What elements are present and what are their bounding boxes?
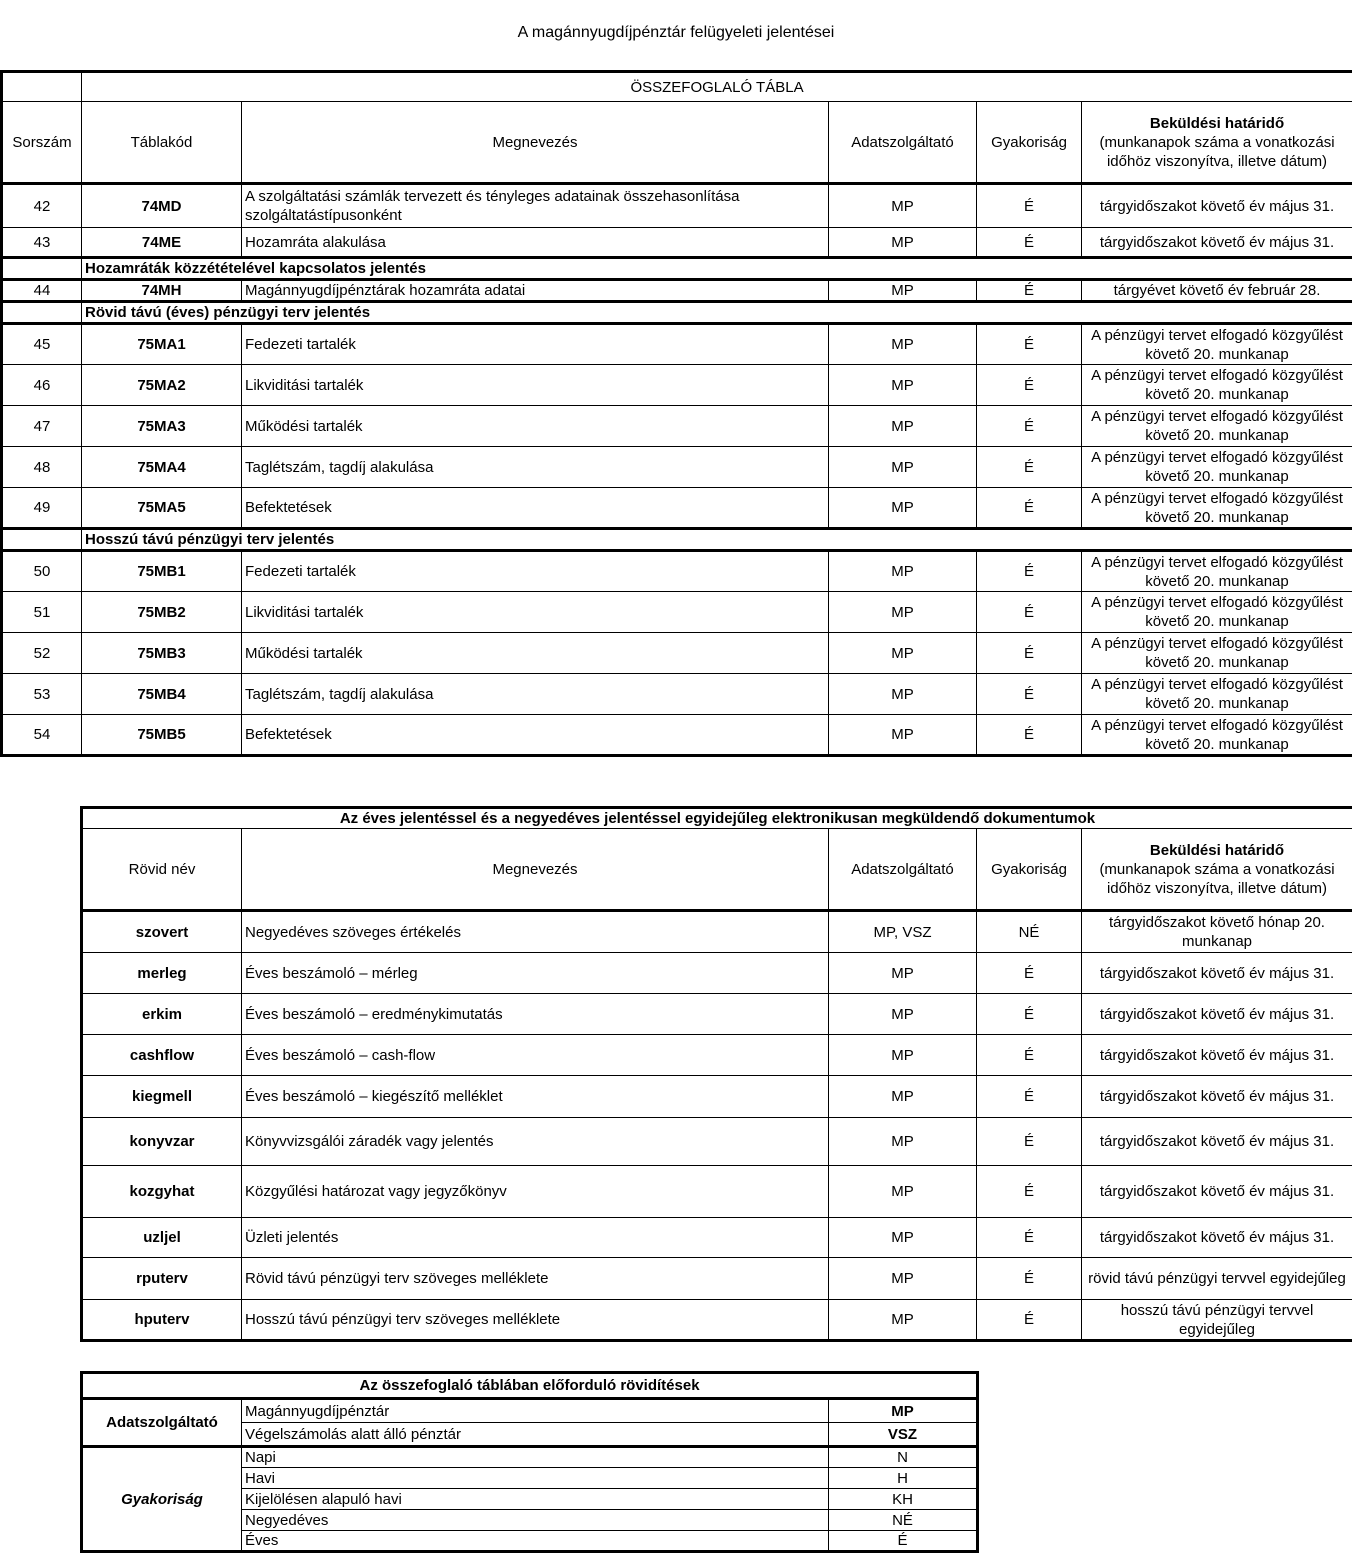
short-name: rputerv [82, 1258, 242, 1300]
section-title: Hozamráták közzétételével kapcsolatos jelentés [82, 258, 1352, 280]
table-row [82, 1218, 1352, 1258]
page-title: A magánnyugdíjpénztár felügyeleti jelentései [517, 24, 835, 41]
table-row [2, 715, 1352, 756]
deadline: tárgyidőszakot követő év május 31. [1082, 953, 1352, 994]
header-hatarido-sub: (munkanapok száma a vonatkozási időhöz viszonyítva, illetve dátum) [1099, 133, 1335, 170]
short-name: konyvzar [82, 1118, 242, 1166]
frequency-code: É [977, 1218, 1082, 1258]
deadline: tárgyidőszakot követő év május 31. [1082, 994, 1352, 1035]
documents-table [80, 806, 1352, 1342]
deadline: A pénzügyi tervet elfogadó közgyűlést követő 20. munkanap [1082, 488, 1352, 529]
table-code: 74MH [82, 280, 242, 302]
document-name: Éves beszámoló – mérleg [242, 953, 829, 994]
provider-code: MP [829, 1118, 977, 1166]
provider-code: MP [829, 406, 977, 447]
row-number: 51 [2, 592, 82, 633]
abbreviation-meaning: Havi [242, 1468, 829, 1489]
report-name: Likviditási tartalék [242, 365, 829, 406]
header-rovid-nev: Rövid név [82, 829, 242, 911]
report-name: Befektetések [242, 488, 829, 529]
table-code: 75MA3 [82, 406, 242, 447]
document-name: Üzleti jelentés [242, 1218, 829, 1258]
frequency-group-label: Gyakoriság [82, 1447, 242, 1552]
abbreviation-meaning: Magánnyugdíjpénztár [242, 1399, 829, 1423]
short-name: kozgyhat [82, 1166, 242, 1218]
frequency-code: É [977, 324, 1082, 365]
summary-table [0, 70, 1352, 757]
header-hatarido-sub: (munkanapok száma a vonatkozási időhöz viszonyítva, illetve dátum) [1099, 860, 1335, 897]
short-name: kiegmell [82, 1076, 242, 1118]
frequency-code: É [977, 633, 1082, 674]
table-row [82, 1258, 1352, 1300]
header-sorszam: Sorszám [2, 102, 82, 184]
frequency-code: É [977, 1035, 1082, 1076]
table-row [2, 406, 1352, 447]
abbreviation-code: MP [829, 1399, 978, 1423]
report-name: Likviditási tartalék [242, 592, 829, 633]
table-row [82, 1300, 1352, 1341]
table-code: 75MA4 [82, 447, 242, 488]
frequency-code: É [977, 280, 1082, 302]
document-name: Rövid távú pénzügyi terv szöveges melléklete [242, 1258, 829, 1300]
abbreviation-meaning: Végelszámolás alatt álló pénztár [242, 1423, 829, 1447]
provider-code: MP [829, 280, 977, 302]
header-adatszolgaltato: Adatszolgáltató [829, 102, 977, 184]
header-tablakod: Táblakód [82, 102, 242, 184]
frequency-code: É [977, 1118, 1082, 1166]
frequency-code: É [977, 488, 1082, 529]
deadline: tárgyidőszakot követő év május 31. [1082, 1035, 1352, 1076]
short-name: uzljel [82, 1218, 242, 1258]
table-row [2, 447, 1352, 488]
report-name: Fedezeti tartalék [242, 551, 829, 592]
provider-code: MP [829, 488, 977, 529]
frequency-code: É [977, 1166, 1082, 1218]
frequency-code: É [977, 592, 1082, 633]
abbreviation-code: NÉ [829, 1510, 978, 1531]
document-name: Éves beszámoló – kiegészítő melléklet [242, 1076, 829, 1118]
row-number: 53 [2, 674, 82, 715]
row-number: 43 [2, 228, 82, 258]
summary-caption: ÖSSZEFOGLALÓ TÁBLA [82, 72, 1352, 102]
document-name: Hosszú távú pénzügyi terv szöveges melléklete [242, 1300, 829, 1341]
report-name: Fedezeti tartalék [242, 324, 829, 365]
header-hatarido-title: Beküldési határidő [1149, 114, 1285, 132]
abbreviation-row [82, 1399, 978, 1423]
provider-code: MP [829, 1166, 977, 1218]
provider-code: MP [829, 592, 977, 633]
provider-code: MP [829, 715, 977, 756]
frequency-code: É [977, 1300, 1082, 1341]
deadline: A pénzügyi tervet elfogadó közgyűlést követő 20. munkanap [1082, 447, 1352, 488]
provider-code: MP [829, 1218, 977, 1258]
frequency-code: É [977, 994, 1082, 1035]
deadline: A pénzügyi tervet elfogadó közgyűlést követő 20. munkanap [1082, 365, 1352, 406]
deadline: A pénzügyi tervet elfogadó közgyűlést követő 20. munkanap [1082, 715, 1352, 756]
abbreviation-code: N [829, 1447, 978, 1468]
table-code: 75MB4 [82, 674, 242, 715]
document-name: Negyedéves szöveges értékelés [242, 911, 829, 953]
deadline: tárgyidőszakot követő hónap 20. munkanap [1082, 911, 1352, 953]
section-blank-cell [2, 258, 82, 280]
provider-code: MP [829, 994, 977, 1035]
table-code: 75MB1 [82, 551, 242, 592]
header-hatarido-title: Beküldési határidő [1149, 841, 1285, 859]
deadline: tárgyidőszakot követő év május 31. [1082, 1118, 1352, 1166]
table-code: 75MB2 [82, 592, 242, 633]
deadline: tárgyévet követő év február 28. [1082, 280, 1352, 302]
table-row [82, 1035, 1352, 1076]
document-name: Éves beszámoló – eredménykimutatás [242, 994, 829, 1035]
provider-code: MP, VSZ [829, 911, 977, 953]
frequency-code: É [977, 228, 1082, 258]
report-name: A szolgáltatási számlák tervezett és tényleges adatainak összehasonlítása szolgáltatástípusonként [242, 184, 829, 228]
table-code: 75MB5 [82, 715, 242, 756]
document-name: Könyvvizsgálói záradék vagy jelentés [242, 1118, 829, 1166]
section-row [2, 258, 1352, 280]
row-number: 54 [2, 715, 82, 756]
report-name: Hozamráta alakulása [242, 228, 829, 258]
header-hatarido [1082, 829, 1352, 911]
short-name: szovert [82, 911, 242, 953]
provider-code: MP [829, 551, 977, 592]
provider-code: MP [829, 324, 977, 365]
provider-code: MP [829, 674, 977, 715]
provider-code: MP [829, 633, 977, 674]
row-number: 46 [2, 365, 82, 406]
deadline: hosszú távú pénzügyi tervvel egyidejűleg [1082, 1300, 1352, 1341]
provider-code: MP [829, 1300, 977, 1341]
section-row [2, 302, 1352, 324]
table-row [82, 911, 1352, 953]
frequency-code: É [977, 406, 1082, 447]
row-number: 42 [2, 184, 82, 228]
abbreviations-table [80, 1371, 979, 1553]
deadline: tárgyidőszakot követő év május 31. [1082, 184, 1352, 228]
frequency-code: É [977, 184, 1082, 228]
short-name: erkim [82, 994, 242, 1035]
deadline: tárgyidőszakot követő év május 31. [1082, 1166, 1352, 1218]
section-blank-cell [2, 529, 82, 551]
table-row [82, 1118, 1352, 1166]
provider-group-label: Adatszolgáltató [82, 1399, 242, 1447]
table-row [82, 953, 1352, 994]
table-code: 74ME [82, 228, 242, 258]
document-name: Közgyűlési határozat vagy jegyzőkönyv [242, 1166, 829, 1218]
report-name: Magánnyugdíjpénztárak hozamráta adatai [242, 280, 829, 302]
header-megnevezes: Megnevezés [242, 829, 829, 911]
abbreviation-code: H [829, 1468, 978, 1489]
provider-code: MP [829, 365, 977, 406]
row-number: 50 [2, 551, 82, 592]
table-row [82, 1076, 1352, 1118]
row-number: 47 [2, 406, 82, 447]
table-row [2, 592, 1352, 633]
frequency-code: NÉ [977, 911, 1082, 953]
abbreviation-code: VSZ [829, 1423, 978, 1447]
provider-code: MP [829, 228, 977, 258]
table-row [2, 228, 1352, 258]
frequency-code: É [977, 365, 1082, 406]
deadline: A pénzügyi tervet elfogadó közgyűlést követő 20. munkanap [1082, 633, 1352, 674]
abbreviations-caption: Az összefoglaló táblában előforduló rövidítések [82, 1373, 978, 1399]
deadline: A pénzügyi tervet elfogadó közgyűlést követő 20. munkanap [1082, 324, 1352, 365]
table-code: 75MB3 [82, 633, 242, 674]
report-name: Működési tartalék [242, 633, 829, 674]
header-gyakorisag: Gyakoriság [977, 102, 1082, 184]
header-hatarido [1082, 102, 1352, 184]
deadline: rövid távú pénzügyi tervvel egyidejűleg [1082, 1258, 1352, 1300]
report-name: Taglétszám, tagdíj alakulása [242, 674, 829, 715]
abbreviation-row [82, 1447, 978, 1468]
deadline: tárgyidőszakot követő év május 31. [1082, 228, 1352, 258]
table-row [2, 674, 1352, 715]
row-number: 48 [2, 447, 82, 488]
table-row [2, 488, 1352, 529]
short-name: merleg [82, 953, 242, 994]
section-title: Hosszú távú pénzügyi terv jelentés [82, 529, 1352, 551]
deadline: A pénzügyi tervet elfogadó közgyűlést követő 20. munkanap [1082, 674, 1352, 715]
header-megnevezes: Megnevezés [242, 102, 829, 184]
table-row [2, 280, 1352, 302]
short-name: hputerv [82, 1300, 242, 1341]
frequency-code: É [977, 447, 1082, 488]
section-blank-cell [2, 302, 82, 324]
table-code: 74MD [82, 184, 242, 228]
header-gyakorisag: Gyakoriság [977, 829, 1082, 911]
deadline: tárgyidőszakot követő év május 31. [1082, 1076, 1352, 1118]
table-row [2, 365, 1352, 406]
provider-code: MP [829, 1035, 977, 1076]
report-name: Befektetések [242, 715, 829, 756]
row-number: 44 [2, 280, 82, 302]
section-row [2, 529, 1352, 551]
documents-caption: Az éves jelentéssel és a negyedéves jelentéssel egyidejűleg elektronikusan megküldendő dokumentumok [82, 808, 1352, 829]
frequency-code: É [977, 551, 1082, 592]
section-title: Rövid távú (éves) pénzügyi terv jelentés [82, 302, 1352, 324]
table-row [2, 184, 1352, 228]
table-row [82, 994, 1352, 1035]
table-code: 75MA2 [82, 365, 242, 406]
row-number: 45 [2, 324, 82, 365]
frequency-code: É [977, 1076, 1082, 1118]
report-name: Működési tartalék [242, 406, 829, 447]
provider-code: MP [829, 184, 977, 228]
frequency-code: É [977, 953, 1082, 994]
header-adatszolgaltato: Adatszolgáltató [829, 829, 977, 911]
abbreviation-meaning: Napi [242, 1447, 829, 1468]
frequency-code: É [977, 715, 1082, 756]
deadline: A pénzügyi tervet elfogadó közgyűlést követő 20. munkanap [1082, 406, 1352, 447]
row-number: 52 [2, 633, 82, 674]
abbreviation-code: KH [829, 1489, 978, 1510]
table-row [2, 633, 1352, 674]
deadline: tárgyidőszakot követő év május 31. [1082, 1218, 1352, 1258]
row-number: 49 [2, 488, 82, 529]
empty-corner-cell [2, 72, 82, 102]
frequency-code: É [977, 1258, 1082, 1300]
frequency-code: É [977, 674, 1082, 715]
table-code: 75MA1 [82, 324, 242, 365]
deadline: A pénzügyi tervet elfogadó közgyűlést követő 20. munkanap [1082, 551, 1352, 592]
provider-code: MP [829, 953, 977, 994]
deadline: A pénzügyi tervet elfogadó közgyűlést követő 20. munkanap [1082, 592, 1352, 633]
abbreviation-meaning: Negyedéves [242, 1510, 829, 1531]
document-name: Éves beszámoló – cash-flow [242, 1035, 829, 1076]
abbreviation-meaning: Éves [242, 1531, 829, 1552]
provider-code: MP [829, 1258, 977, 1300]
provider-code: MP [829, 447, 977, 488]
provider-code: MP [829, 1076, 977, 1118]
abbreviation-meaning: Kijelölésen alapuló havi [242, 1489, 829, 1510]
table-row [2, 324, 1352, 365]
abbreviation-code: É [829, 1531, 978, 1552]
table-row [2, 551, 1352, 592]
table-code: 75MA5 [82, 488, 242, 529]
short-name: cashflow [82, 1035, 242, 1076]
report-name: Taglétszám, tagdíj alakulása [242, 447, 829, 488]
table-row [82, 1166, 1352, 1218]
